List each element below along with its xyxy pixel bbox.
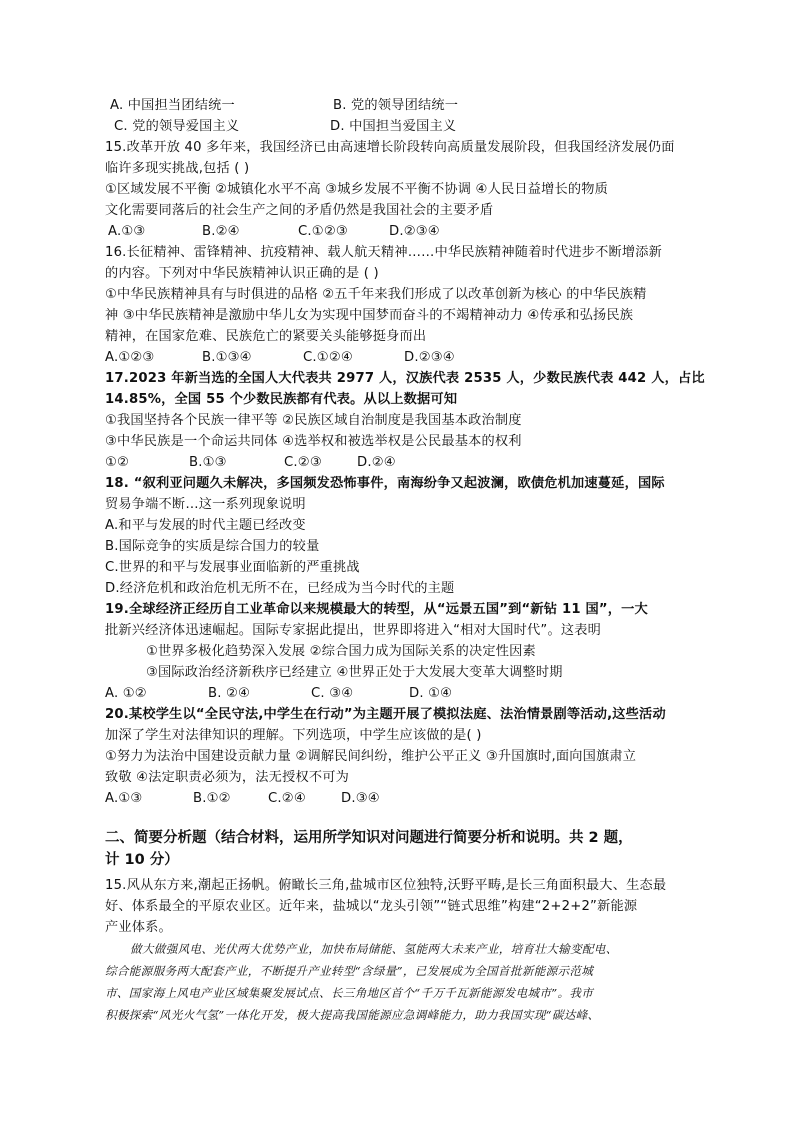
q15b-material-line2: 综合能源服务两大配套产业，不断提升产业转型“含绿量”，已发展成为全国首批新能源示范城 bbox=[105, 964, 594, 978]
q17-answer-c: C.②③ bbox=[284, 455, 322, 470]
q19-answer-c: C. ③④ bbox=[311, 686, 354, 701]
q16-stem-line2: 的内容。下列对中华民族精神认识正确的是 ( ) bbox=[105, 266, 379, 281]
q15-options-line2: 文化需要同落后的社会生产之间的矛盾仍然是我国社会的主要矛盾 bbox=[105, 203, 494, 218]
q18-stem-line1: 18. “叙利亚问题久未解决，多国频发恐怖事件，南海纷争又起波澜，欧债危机加速蔓延，国际 bbox=[105, 476, 665, 491]
q19-answer-b: B. ②④ bbox=[208, 686, 251, 701]
q18-stem-line2: 贸易争端不断…这一系列现象说明 bbox=[105, 497, 306, 512]
q20-answer-c: C.②④ bbox=[268, 791, 306, 806]
q20-answer-d: D.③④ bbox=[341, 791, 380, 806]
q16-options-line2: 神 ③中华民族精神是激励中华儿女为实现中国梦而奋斗的不竭精神动力 ④传承和弘扬民族 bbox=[105, 308, 634, 323]
q14-option-a: A. 中国担当团结统一 bbox=[110, 98, 235, 113]
q15b-stem-line3: 产业体系。 bbox=[105, 920, 172, 935]
q16-answer-a: A.①②③ bbox=[105, 350, 155, 365]
q17-answer-b: B.①③ bbox=[189, 455, 227, 470]
q15-stem-line1: 15.改革开放 40 多年来，我国经济已由高速增长阶段转向高质量发展阶段，但我国经济发展仍面 bbox=[105, 140, 675, 155]
q15-stem-line2: 临许多现实挑战,包括 ( ) bbox=[105, 161, 250, 176]
q18-option-b: B.国际竞争的实质是综合国力的较量 bbox=[105, 539, 320, 554]
q16-stem-line1: 16.长征精神、雷锋精神、抗疫精神、载人航天精神……中华民族精神随着时代进步不断增添新 bbox=[105, 245, 663, 260]
q17-answer-a: ①② bbox=[105, 455, 130, 470]
q15-options-line1: ①区域发展不平衡 ②城镇化水平不高 ③城乡发展不平衡不协调 ④人民日益增长的物质 bbox=[105, 182, 609, 197]
q19-answer-d: D. ①④ bbox=[409, 686, 453, 701]
q15-answer-c: C.①②③ bbox=[298, 224, 348, 239]
section-2-title-line2: 计 10 分） bbox=[105, 852, 179, 868]
q17-stem-line1: 17.2023 年新当选的全国人大代表共 2977 人，汉族代表 2535 人，少数民族代表 442 人，占比 bbox=[105, 371, 705, 386]
q14-option-c: C. 党的领导爱国主义 bbox=[114, 119, 240, 134]
q19-stem-line2: 批新兴经济体迅速崛起。国际专家据此提出，世界即将进入“相对大国时代”。这表明 bbox=[105, 623, 602, 638]
q15b-material-line4: 积极探索“风光火气氢”一体化开发，极大提高我国能源应急调峰能力，助力我国实现“碳达峰、 bbox=[105, 1008, 600, 1022]
q18-option-a: A.和平与发展的时代主题已经改变 bbox=[105, 518, 306, 533]
q19-stem-line1: 19.全球经济正经历自工业革命以来规模最大的转型，从“远景五国”到“新钻 11 国”，一大 bbox=[105, 602, 648, 617]
q19-options-line1: ①世界多极化趋势深入发展 ②综合国力成为国际关系的决定性因素 bbox=[146, 644, 536, 659]
q14-option-b: B. 党的领导团结统一 bbox=[333, 98, 459, 113]
q17-options-line2: ③中华民族是一个命运共同体 ④选举权和被选举权是公民最基本的权利 bbox=[105, 434, 522, 449]
q17-stem-line2: 14.85%，全国 55 个少数民族都有代表。从以上数据可知 bbox=[105, 392, 458, 407]
q15-answer-a: A.①③ bbox=[108, 224, 146, 239]
section-2-title-line1: 二、简要分析题（结合材料，运用所学知识对问题进行简要分析和说明。共 2 题， bbox=[105, 830, 633, 846]
q20-stem-line1: 20.某校学生以“全民守法,中学生在行动”为主题开展了模拟法庭、法治情景剧等活动,这些活动 bbox=[105, 707, 666, 722]
q15b-material-line1: 做大做强风电、光伏两大优势产业，加快布局储能、氢能两大未来产业，培育壮大输变配电、 bbox=[130, 942, 618, 956]
q15-answer-d: D.②③④ bbox=[389, 224, 440, 239]
q16-answer-b: B.①③④ bbox=[202, 350, 252, 365]
q19-options-line2: ③国际政治经济新秩序已经建立 ④世界正处于大发展大变革大调整时期 bbox=[146, 665, 563, 680]
q15-answer-b: B.②④ bbox=[202, 224, 240, 239]
q15b-stem-line2: 好、体系最全的平原农业区。近年来，盐城以“龙头引领”“链式思维”构建“2+2+2”新能源 bbox=[105, 899, 638, 914]
q15b-stem-line1: 15.风从东方来,潮起正扬帆。俯瞰长三角,盐城市区位独特,沃野平畴,是长三角面积最大、生态最 bbox=[105, 878, 667, 893]
q16-answer-c: C.①②④ bbox=[303, 350, 353, 365]
q20-answer-b: B.①② bbox=[193, 791, 231, 806]
q18-option-c: C.世界的和平与发展事业面临新的严重挑战 bbox=[105, 560, 360, 575]
q15b-material-line3: 市、国家海上风电产业区域集聚发展试点、长三角地区首个“千万千瓦新能源发电城市”。我市 bbox=[105, 986, 594, 1000]
q16-options-line3: 精神，在国家危难、民族危亡的紧要关头能够挺身而出 bbox=[105, 329, 427, 344]
q16-options-line1: ①中华民族精神具有与时俱进的品格 ②五千年来我们形成了以改革创新为核心 的中华民族精 bbox=[105, 287, 647, 302]
q18-option-d: D.经济危机和政治危机无所不在，已经成为当今时代的主题 bbox=[105, 581, 455, 596]
q19-answer-a: A. ①② bbox=[105, 686, 147, 701]
q17-answer-d: D.②④ bbox=[357, 455, 396, 470]
q14-option-d: D. 中国担当爱国主义 bbox=[330, 119, 457, 134]
q20-options-line2: 致敬 ④法定职责必须为，法无授权不可为 bbox=[105, 770, 350, 785]
q16-answer-d: D.②③④ bbox=[404, 350, 455, 365]
q20-options-line1: ①努力为法治中国建设贡献力量 ②调解民间纠纷，维护公平正义 ③升国旗时,面向国旗肃立 bbox=[105, 749, 637, 764]
q20-stem-line2: 加深了学生对法律知识的理解。下列选项，中学生应该做的是( ) bbox=[105, 728, 482, 743]
q20-answer-a: A.①③ bbox=[105, 791, 143, 806]
q17-options-line1: ①我国坚持各个民族一律平等 ②民族区域自治制度是我国基本政治制度 bbox=[105, 413, 522, 428]
